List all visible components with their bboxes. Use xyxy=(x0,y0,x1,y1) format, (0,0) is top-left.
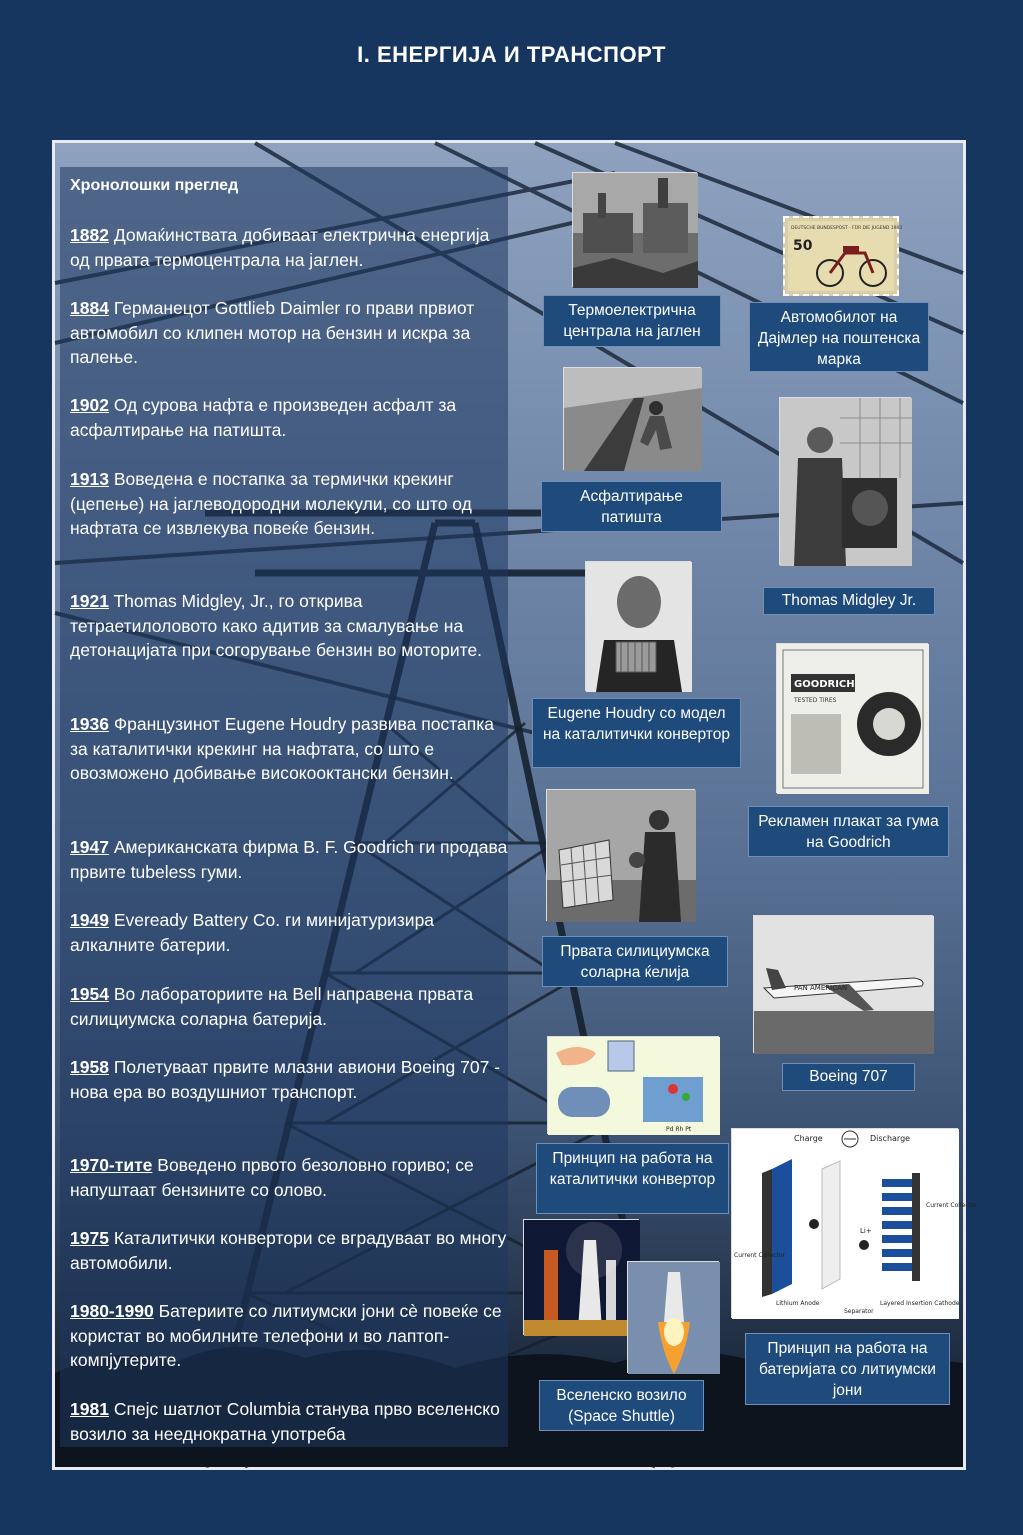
daimler-caption: Автомобилот на Дајмлер на поштенска марка xyxy=(749,302,929,372)
stamp-header: DEUTSCHE BUNDESPOST · FÜR DIE JUGEND 1983 xyxy=(791,226,903,231)
goodrich-poster-photo xyxy=(776,643,928,793)
midgley-caption: Thomas Midgley Jr. xyxy=(763,587,935,615)
entry-text: Eveready Battery Co. ги минијатуризира алкалните батерии. xyxy=(70,910,435,955)
boeing-livery: PAN AMERICAN xyxy=(794,984,848,992)
timeline-heading: Хронолошки преглед xyxy=(70,177,239,194)
entry-text: Батериите со литиумски јони сè повеќе се користат во мобилните телефони и во лаптоп-компјутерите. xyxy=(70,1301,502,1370)
entry-text: Германецот Gottlieb Daimler го прави првиот автомобил со клипен мотор на бензин и искра за палење. xyxy=(70,298,475,367)
timeline-entry xyxy=(70,908,508,957)
entry-year: 1936 xyxy=(70,714,109,734)
entry-text: Во лабораториите на Bell направена првата силициумска соларна батерија. xyxy=(70,984,474,1029)
coal-plant-photo xyxy=(572,172,697,287)
coal-plant-caption: Термоелектрична централа на јаглен xyxy=(543,295,721,347)
li-battery-diagram xyxy=(731,1128,978,1318)
timeline-entry xyxy=(70,712,508,786)
entry-text: Полетуваат првите млазни авиони Boeing 707 - нова ера во воздушниот транспорт. xyxy=(70,1057,501,1102)
entry-year: 1921 xyxy=(70,591,109,611)
label-cathode: Layered Insertion Cathode xyxy=(880,1300,960,1307)
solar-cell-photo xyxy=(546,789,695,921)
timeline-panel xyxy=(60,167,508,1447)
entry-text: Домаќинствата добиваат електрична енергија од првата термоцентрала на јаглен. xyxy=(70,225,490,270)
timeline-entry xyxy=(70,1055,508,1104)
entry-year: 1975 xyxy=(70,1228,109,1248)
entry-text: Каталитички конвертори се вградуваат во многу автомобили. xyxy=(70,1228,507,1273)
entry-year: 1958 xyxy=(70,1057,109,1077)
label-charge: Charge xyxy=(794,1134,823,1143)
entry-year: 1902 xyxy=(70,395,109,415)
entry-year: 1980-1990 xyxy=(70,1301,154,1321)
asphalt-caption: Асфалтирање патишта xyxy=(541,481,722,532)
entry-year: 1884 xyxy=(70,298,109,318)
catalytic-metals: Pd Rh Pt xyxy=(666,1126,692,1133)
timeline-entry xyxy=(70,1226,508,1275)
timeline-entry xyxy=(70,223,508,272)
label-discharge: Discharge xyxy=(870,1134,911,1143)
label-current-collector-left: Current Collector xyxy=(734,1252,786,1259)
entry-year: 1981 xyxy=(70,1399,109,1419)
entry-year: 1949 xyxy=(70,910,109,930)
label-current-collector-right: Current Collector xyxy=(926,1202,978,1209)
houdry-caption: Eugene Houdry со модел на каталитички конвертор xyxy=(532,698,741,768)
midgley-photo xyxy=(779,397,911,565)
entry-text: Спејс шатлот Columbia станува прво вселенско возило за нееднократна употреба xyxy=(70,1399,500,1444)
solar-cell-caption: Првата силициумска соларна ќелија xyxy=(542,936,728,987)
entry-text: Воведена е постапка за термички крекинг (цепење) на јаглеводородни молекули, со што од нафтата се извлекува повеќе бензин. xyxy=(70,469,472,538)
label-ion: Li+ xyxy=(860,1227,872,1235)
goodrich-tag: TESTED TIRES xyxy=(794,697,837,704)
timeline-entry xyxy=(70,835,508,884)
label-lithium-anode: Lithium Anode xyxy=(776,1300,820,1307)
timeline-entry xyxy=(70,1299,508,1373)
poster-panel xyxy=(52,140,978,1470)
timeline-entry xyxy=(70,1397,508,1446)
shuttle-launchpad-photo xyxy=(523,1219,639,1335)
catalytic-diagram xyxy=(547,1036,719,1134)
entry-year: 1970-тите xyxy=(70,1155,153,1175)
boeing-photo xyxy=(753,915,933,1053)
shuttle-liftoff-photo xyxy=(627,1261,719,1373)
entry-text: Французинот Eugene Houdry развива постапка за каталитички крекинг на нафтата, со што е овозможено добивање високооктански бензин. xyxy=(70,714,495,783)
timeline-entry xyxy=(70,589,508,663)
entry-year: 1947 xyxy=(70,837,109,857)
asphalt-photo xyxy=(563,367,701,470)
timeline-entry xyxy=(70,393,508,442)
entry-year: 1913 xyxy=(70,469,109,489)
boeing-caption: Boeing 707 xyxy=(782,1063,915,1091)
stamp-value: 50 xyxy=(793,238,813,254)
goodrich-brand: GOODRICH xyxy=(794,679,855,690)
entry-year: 1882 xyxy=(70,225,109,245)
li-battery-caption: Принцип на работа на батеријата со литиумски јони xyxy=(745,1333,950,1405)
entry-text: Thomas Midgley, Jr., го открива тетраетилоловото како адитив за смалување на детонацијата при согорување бензин во моторите. xyxy=(70,591,483,660)
catalytic-caption: Принцип на работа на каталитички конвертор xyxy=(536,1143,729,1214)
timeline-entry xyxy=(70,982,508,1031)
entry-text: Воведено првото безоловно гориво; се напуштаат бензините со олово. xyxy=(70,1155,474,1200)
shuttle-caption: Вселенско возило (Space Shuttle) xyxy=(539,1380,704,1431)
timeline-entry xyxy=(70,296,508,370)
daimler-stamp-photo xyxy=(783,216,903,296)
timeline-entry xyxy=(70,1153,508,1202)
timeline-entry xyxy=(70,467,508,541)
label-separator: Separator xyxy=(844,1308,874,1315)
entry-year: 1954 xyxy=(70,984,109,1004)
entry-text: Американската фирма B. F. Goodrich ги продава првите tubeless гуми. xyxy=(70,837,508,882)
goodrich-caption: Рекламен плакат за гума на Goodrich xyxy=(748,806,949,857)
houdry-photo xyxy=(585,561,691,691)
entry-text: Од сурова нафта е произведен асфалт за асфалтирање на патишта. xyxy=(70,395,457,440)
page-title: I. ЕНЕРГИЈА И ТРАНСПОРТ xyxy=(357,42,666,67)
